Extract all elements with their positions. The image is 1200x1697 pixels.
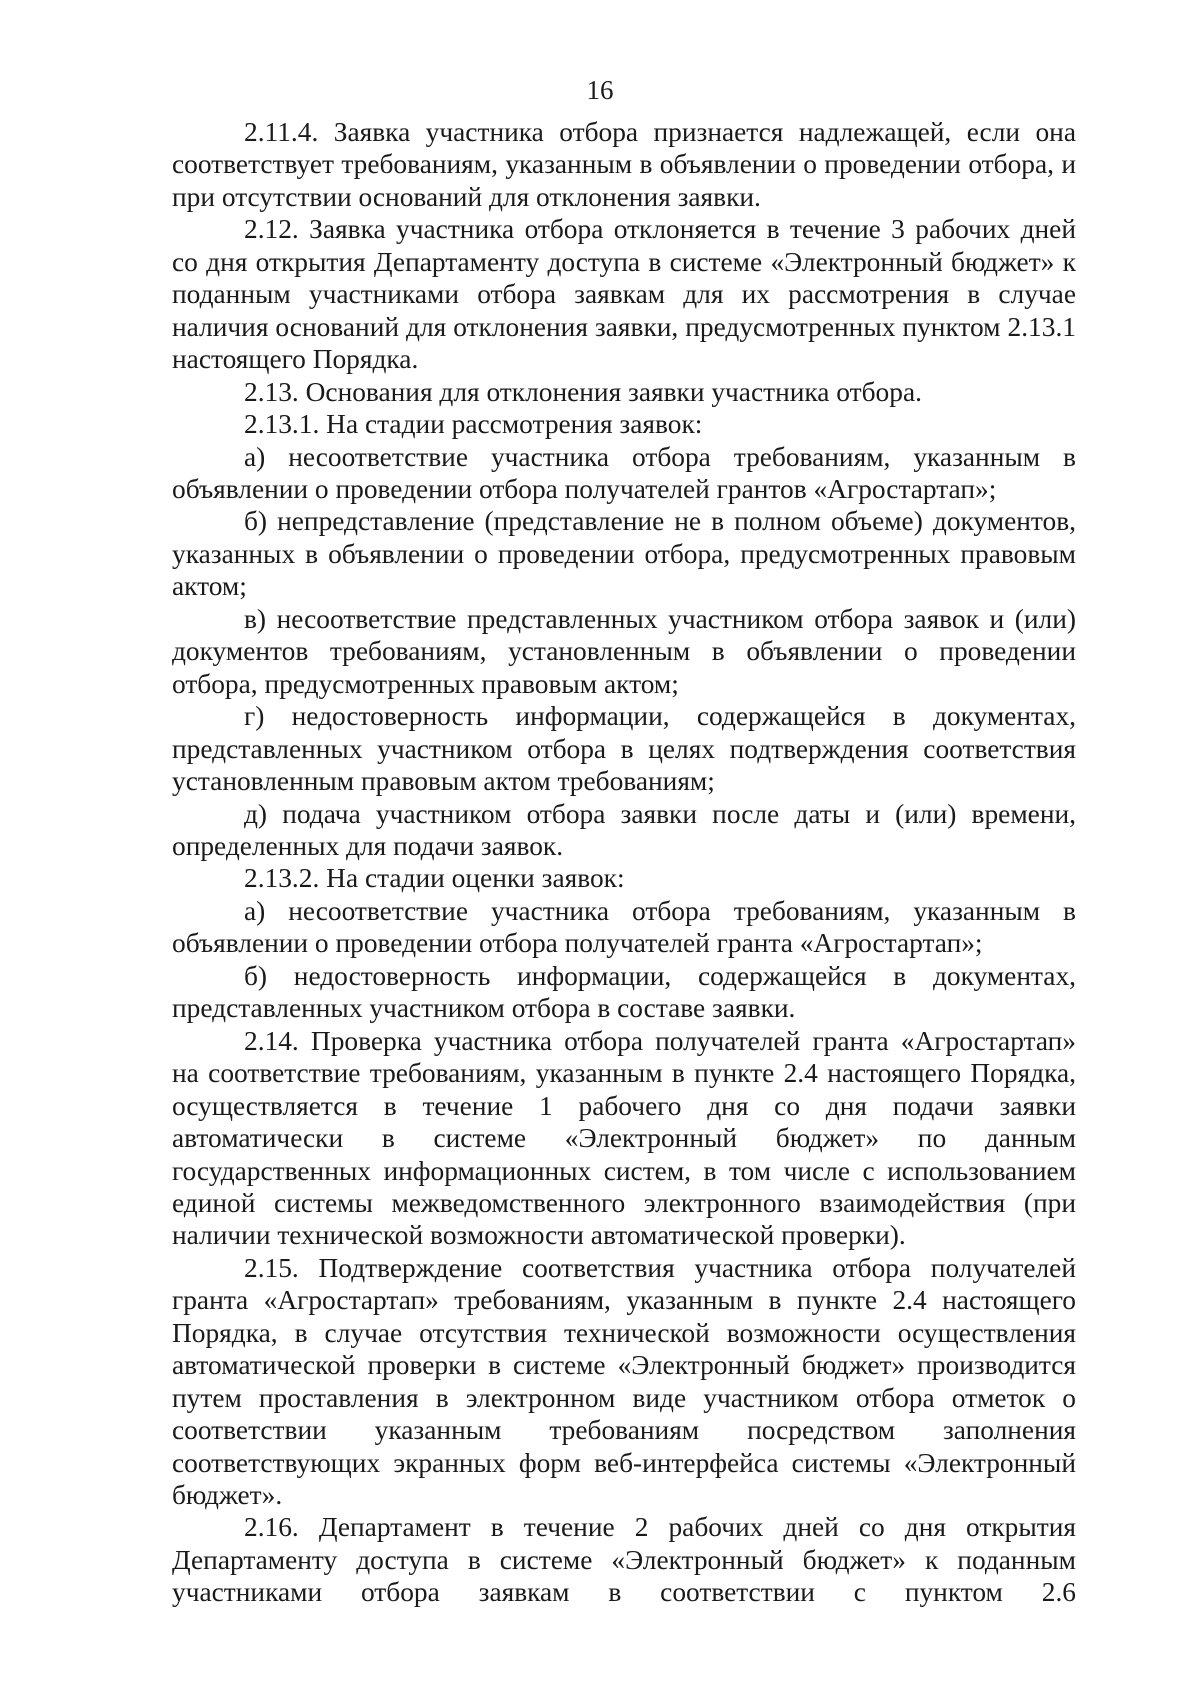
paragraph-2-13-2-b: б) недостоверность информации, содержащейся в документах, представленных участником отбора в составе заявки.: [172, 960, 1076, 1024]
paragraph-2-13-1-d: д) подача участником отбора заявки после даты и (или) времени, определенных для подачи заявок.: [172, 798, 1076, 861]
paragraph-2-13-1: 2.13.1. На стадии рассмотрения заявок:: [244, 409, 703, 440]
paragraph-2-14: 2.14. Проверка участника отбора получателей гранта «Агростартап» на соответствие требованиям, указанным в пункте 2.4 настоящего Порядка, осуществляется в течение 1 рабочего дня со дня подачи заявки автоматически в системе «Электронный бюджет» по данным государственных информационных систем, в том числе с использованием единой системы межведомственного электронного взаимодействия (при наличии технической возможности автоматической проверки).: [172, 1025, 1076, 1251]
paragraph-2-13-1-v: в) несоответствие представленных участником отбора заявок и (или) документов требованиям, установленным в объявлении о проведении отбора, предусмотренных правовым актом;: [172, 603, 1076, 699]
paragraph-2-13: 2.13. Основания для отклонения заявки участника отбора.: [244, 376, 922, 407]
paragraph-2-11-4: 2.11.4. Заявка участника отбора признается надлежащей, если она соответствует требованиям, указанным в объявлении о проведении отбора, и при отсутствии оснований для отклонения заявки.: [172, 117, 1076, 212]
document-body: [172, 116, 1076, 1609]
paragraph-2-13-1-b: б) непредставление (представление не в полном объеме) документов, указанных в объявлении о проведении отбора, предусмотренных правовым актом;: [172, 506, 1076, 602]
paragraph-2-12: 2.12. Заявка участника отбора отклоняется в течение 3 рабочих дней со дня открытия Департаменту доступа в системе «Электронный бюджет» к поданным участниками отбора заявкам для их рассмотрения в случае наличия оснований для отклонения заявки, предусмотренных пунктом 2.13.1 настоящего Порядка.: [172, 214, 1076, 375]
paragraph-2-13-1-a: а) несоответствие участника отбора требованиям, указанным в объявлении о проведении отбора получателей грантов «Агростартап»;: [172, 441, 1076, 504]
paragraph-2-16: 2.16. Департамент в течение 2 рабочих дней со дня открытия Департаменту доступа в системе «Электронный бюджет» к поданным участниками отбора заявкам в соответствии с пунктом 2.6: [172, 1512, 1076, 1608]
paragraph-2-13-1-g: г) недостоверность информации, содержащейся в документах, представленных участником отбора в целях подтверждения соответствия установленным правовым актом требованиям;: [172, 701, 1076, 797]
paragraph-2-13-2-a: а) несоответствие участника отбора требованиям, указанным в объявлении о проведении отбора получателей гранта «Агростартап»;: [172, 895, 1076, 959]
page-number: 16: [586, 75, 614, 105]
paragraph-2-13-2: 2.13.2. На стадии оценки заявок:: [244, 863, 625, 894]
paragraph-2-15: 2.15. Подтверждение соответствия участника отбора получателей гранта «Агростартап» требованиям, указанным в пункте 2.4 настоящего Порядка, в случае отсутствия технической возможности осуществления автоматической проверки в системе «Электронный бюджет» производится путем проставления в электронном виде участником отбора отметок о соответствии указанным требованиям посредством заполнения соответствующих экранных форм веб-интерфейса системы «Электронный бюджет».: [172, 1252, 1076, 1511]
